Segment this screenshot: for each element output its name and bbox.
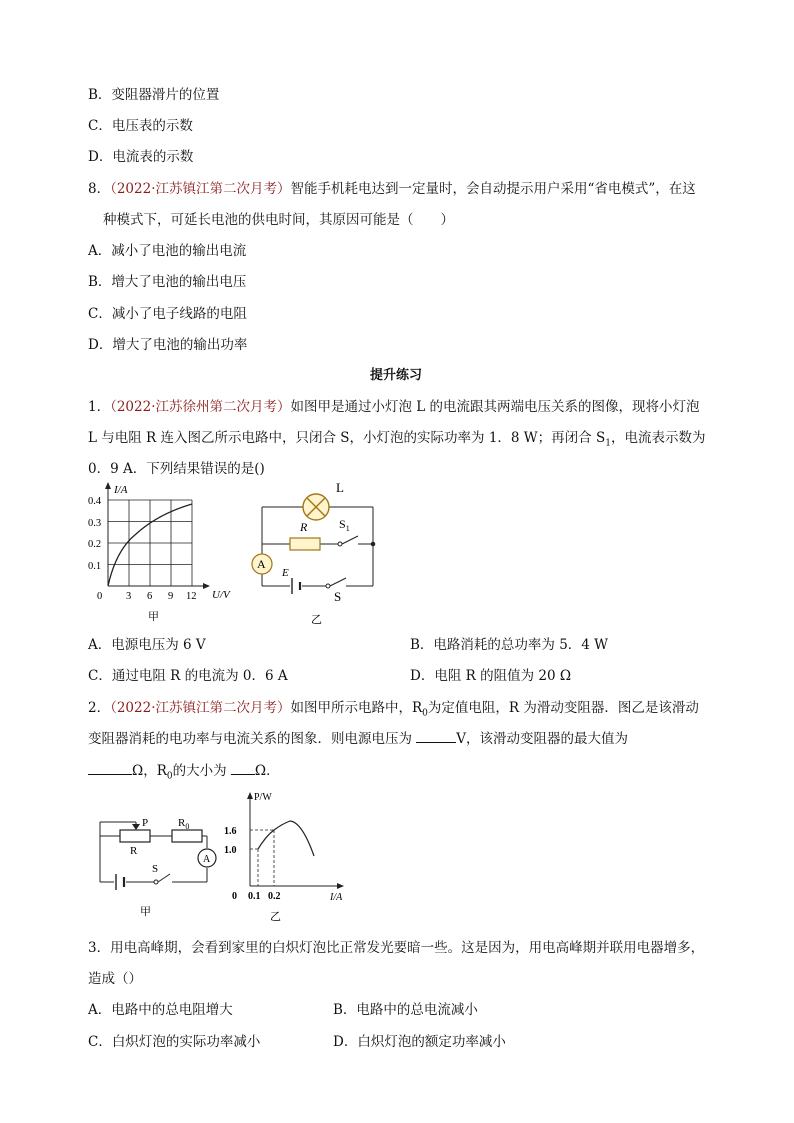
q8-option-c: C．减小了电子线路的电阻	[88, 306, 247, 322]
question-text: V，该滑动变阻器的最大值为	[456, 731, 629, 747]
p1-stem-line3: 0．9 A．下列结果错误的是()	[88, 461, 265, 477]
switch-s-label: S	[334, 589, 342, 604]
x-axis-label: U/V	[212, 589, 230, 601]
p1-option-c: C．通过电阻 R 的电流为 0．6 A	[88, 668, 288, 684]
x-axis-arrow	[337, 883, 344, 889]
resistor-icon	[290, 538, 320, 550]
question-text: 如图甲是通过小灯泡 L 的电流跟其两端电压关系的图像，现将小灯泡	[290, 399, 700, 415]
iu-graph	[86, 478, 246, 628]
question-text: L 与电阻 R 连入图乙所示电路中，只闭合 S，小灯泡的实际功率为 1．8 W；再闭合 S	[88, 430, 606, 446]
p3-stem-line2: 造成（）	[88, 971, 142, 987]
x-tick: 0	[97, 591, 103, 602]
x-tick: 0.1	[248, 891, 261, 902]
subscript: 1	[605, 438, 611, 449]
figure-caption: 乙	[311, 614, 322, 626]
question-text: ，电流表示数为	[610, 430, 706, 446]
question-text: 如图甲所示电路中，R	[290, 700, 423, 716]
answer-blank-r0[interactable]	[231, 762, 255, 775]
x-axis-label: I/A	[330, 892, 343, 903]
circuit-diagram-jia	[92, 812, 217, 922]
q8-stem-line2: 种模式下，可延长电池的供电时间，其原因可能是（ ）	[103, 212, 454, 228]
question-text: 的大小为	[172, 763, 227, 779]
y-tick: 0.2	[88, 539, 102, 550]
p1-stem-line2	[88, 426, 705, 449]
p2-stem-line2	[88, 727, 628, 747]
switch-s-blade	[330, 578, 346, 586]
p2-stem-line3	[88, 759, 280, 782]
x-tick: 0.2	[268, 891, 281, 902]
answer-blank-voltage[interactable]	[416, 730, 456, 743]
y-tick: 0.4	[88, 496, 102, 507]
switch-contact	[338, 542, 342, 546]
switch-blade	[158, 874, 170, 882]
resistor-label: R	[300, 520, 308, 534]
y-tick: 1.0	[224, 845, 237, 856]
subscript: 0	[166, 771, 173, 782]
p3-option-b: B．电路中的总电流减小	[333, 1002, 478, 1018]
lamp-label: L	[336, 480, 344, 495]
q8-option-b: B．增大了电池的输出电压	[88, 274, 247, 290]
y-axis-label: P/W	[254, 792, 272, 803]
p3-option-d: D．白炽灯泡的额定功率减小	[333, 1034, 506, 1050]
question-text: 为定值电阻，R 为滑动变阻器．图乙是该滑动	[427, 700, 699, 716]
answer-blank-max-resistance[interactable]	[88, 762, 132, 775]
rheostat-icon	[120, 830, 150, 842]
question-source: （2022·江苏徐州第二次月考）	[110, 399, 291, 415]
p3-option-c: C．白炽灯泡的实际功率减小	[88, 1034, 261, 1050]
question-text: Ω，R	[132, 763, 167, 779]
x-axis-arrow	[203, 583, 210, 589]
p2-stem-line1	[88, 696, 699, 719]
slider-label: P	[142, 817, 149, 829]
y-axis-arrow	[105, 482, 111, 489]
resistor-r0-icon	[172, 830, 202, 842]
q8-option-a: A．减小了电池的输出电流	[88, 243, 247, 259]
y-axis-arrow	[247, 792, 253, 799]
x-tick: 12	[186, 591, 197, 602]
p1-option-d: D．电阻 R 的阻值为 20 Ω	[410, 668, 572, 684]
circuit-diagram-yi	[240, 478, 385, 628]
rheostat-label: R	[130, 845, 138, 857]
switch-s1-label: $S_1$	[339, 517, 350, 533]
switch-contact	[154, 880, 158, 884]
junction-dot	[371, 542, 376, 547]
x-tick: 3	[126, 591, 132, 602]
p3-option-a: A．电路中的总电阻增大	[88, 1002, 233, 1018]
question-source: （2022·江苏镇江第二次月考）	[110, 181, 291, 197]
question-number: 1．	[88, 399, 111, 415]
question-number: 8．	[88, 181, 111, 197]
figure-caption: 乙	[270, 911, 281, 923]
p1-option-b: B．电路消耗的总功率为 5．4 W	[410, 637, 609, 653]
pi-graph	[222, 786, 357, 926]
option-d: D．电流表的示数	[88, 149, 194, 165]
question-text: Ω．	[254, 763, 280, 779]
question-number: 2．	[88, 700, 111, 716]
pi-curve	[258, 821, 314, 856]
y-tick: 0.1	[88, 561, 102, 572]
figure-caption: 甲	[140, 906, 151, 918]
p1-option-a: A．电源电压为 6 V	[88, 637, 206, 653]
y-axis-label: I/A	[114, 484, 128, 496]
y-tick: 1.6	[224, 826, 237, 837]
section-title: 提升练习	[370, 368, 423, 383]
p1-stem-line1	[88, 395, 700, 415]
p3-stem-line1: 3．用电高峰期，会看到家里的白炽灯泡比正常发光要暗一些。这是因为，用电高峰期并联用电器增多，	[88, 940, 705, 956]
q8-option-d: D．增大了电池的输出功率	[88, 337, 248, 353]
ammeter-label: A	[203, 854, 211, 865]
slider-arrow	[132, 824, 140, 830]
question-source: （2022·江苏镇江第二次月考）	[110, 700, 291, 716]
ammeter-label: A	[257, 557, 266, 571]
q8-stem-line1	[88, 177, 696, 197]
question-text: 智能手机耗电达到一定量时，会自动提示用户采用“省电模式”，在这	[290, 181, 696, 197]
switch-s1-blade	[342, 536, 358, 544]
subscript: 0	[422, 708, 428, 719]
r0-label: $R_0$	[178, 817, 190, 831]
question-text: 变阻器消耗的电功率与电流关系的图象．则电源电压为	[88, 731, 412, 747]
x-tick: 9	[168, 591, 174, 602]
x-tick: 6	[147, 591, 153, 602]
option-b: B．变阻器滑片的位置	[88, 87, 220, 103]
option-c: C．电压表的示数	[88, 118, 193, 134]
y-tick: 0.3	[88, 518, 102, 529]
x-tick: 0	[232, 891, 237, 902]
switch-contact	[326, 584, 330, 588]
figure-caption: 甲	[148, 611, 159, 623]
switch-label: S	[152, 863, 159, 875]
source-label: E	[282, 567, 289, 579]
